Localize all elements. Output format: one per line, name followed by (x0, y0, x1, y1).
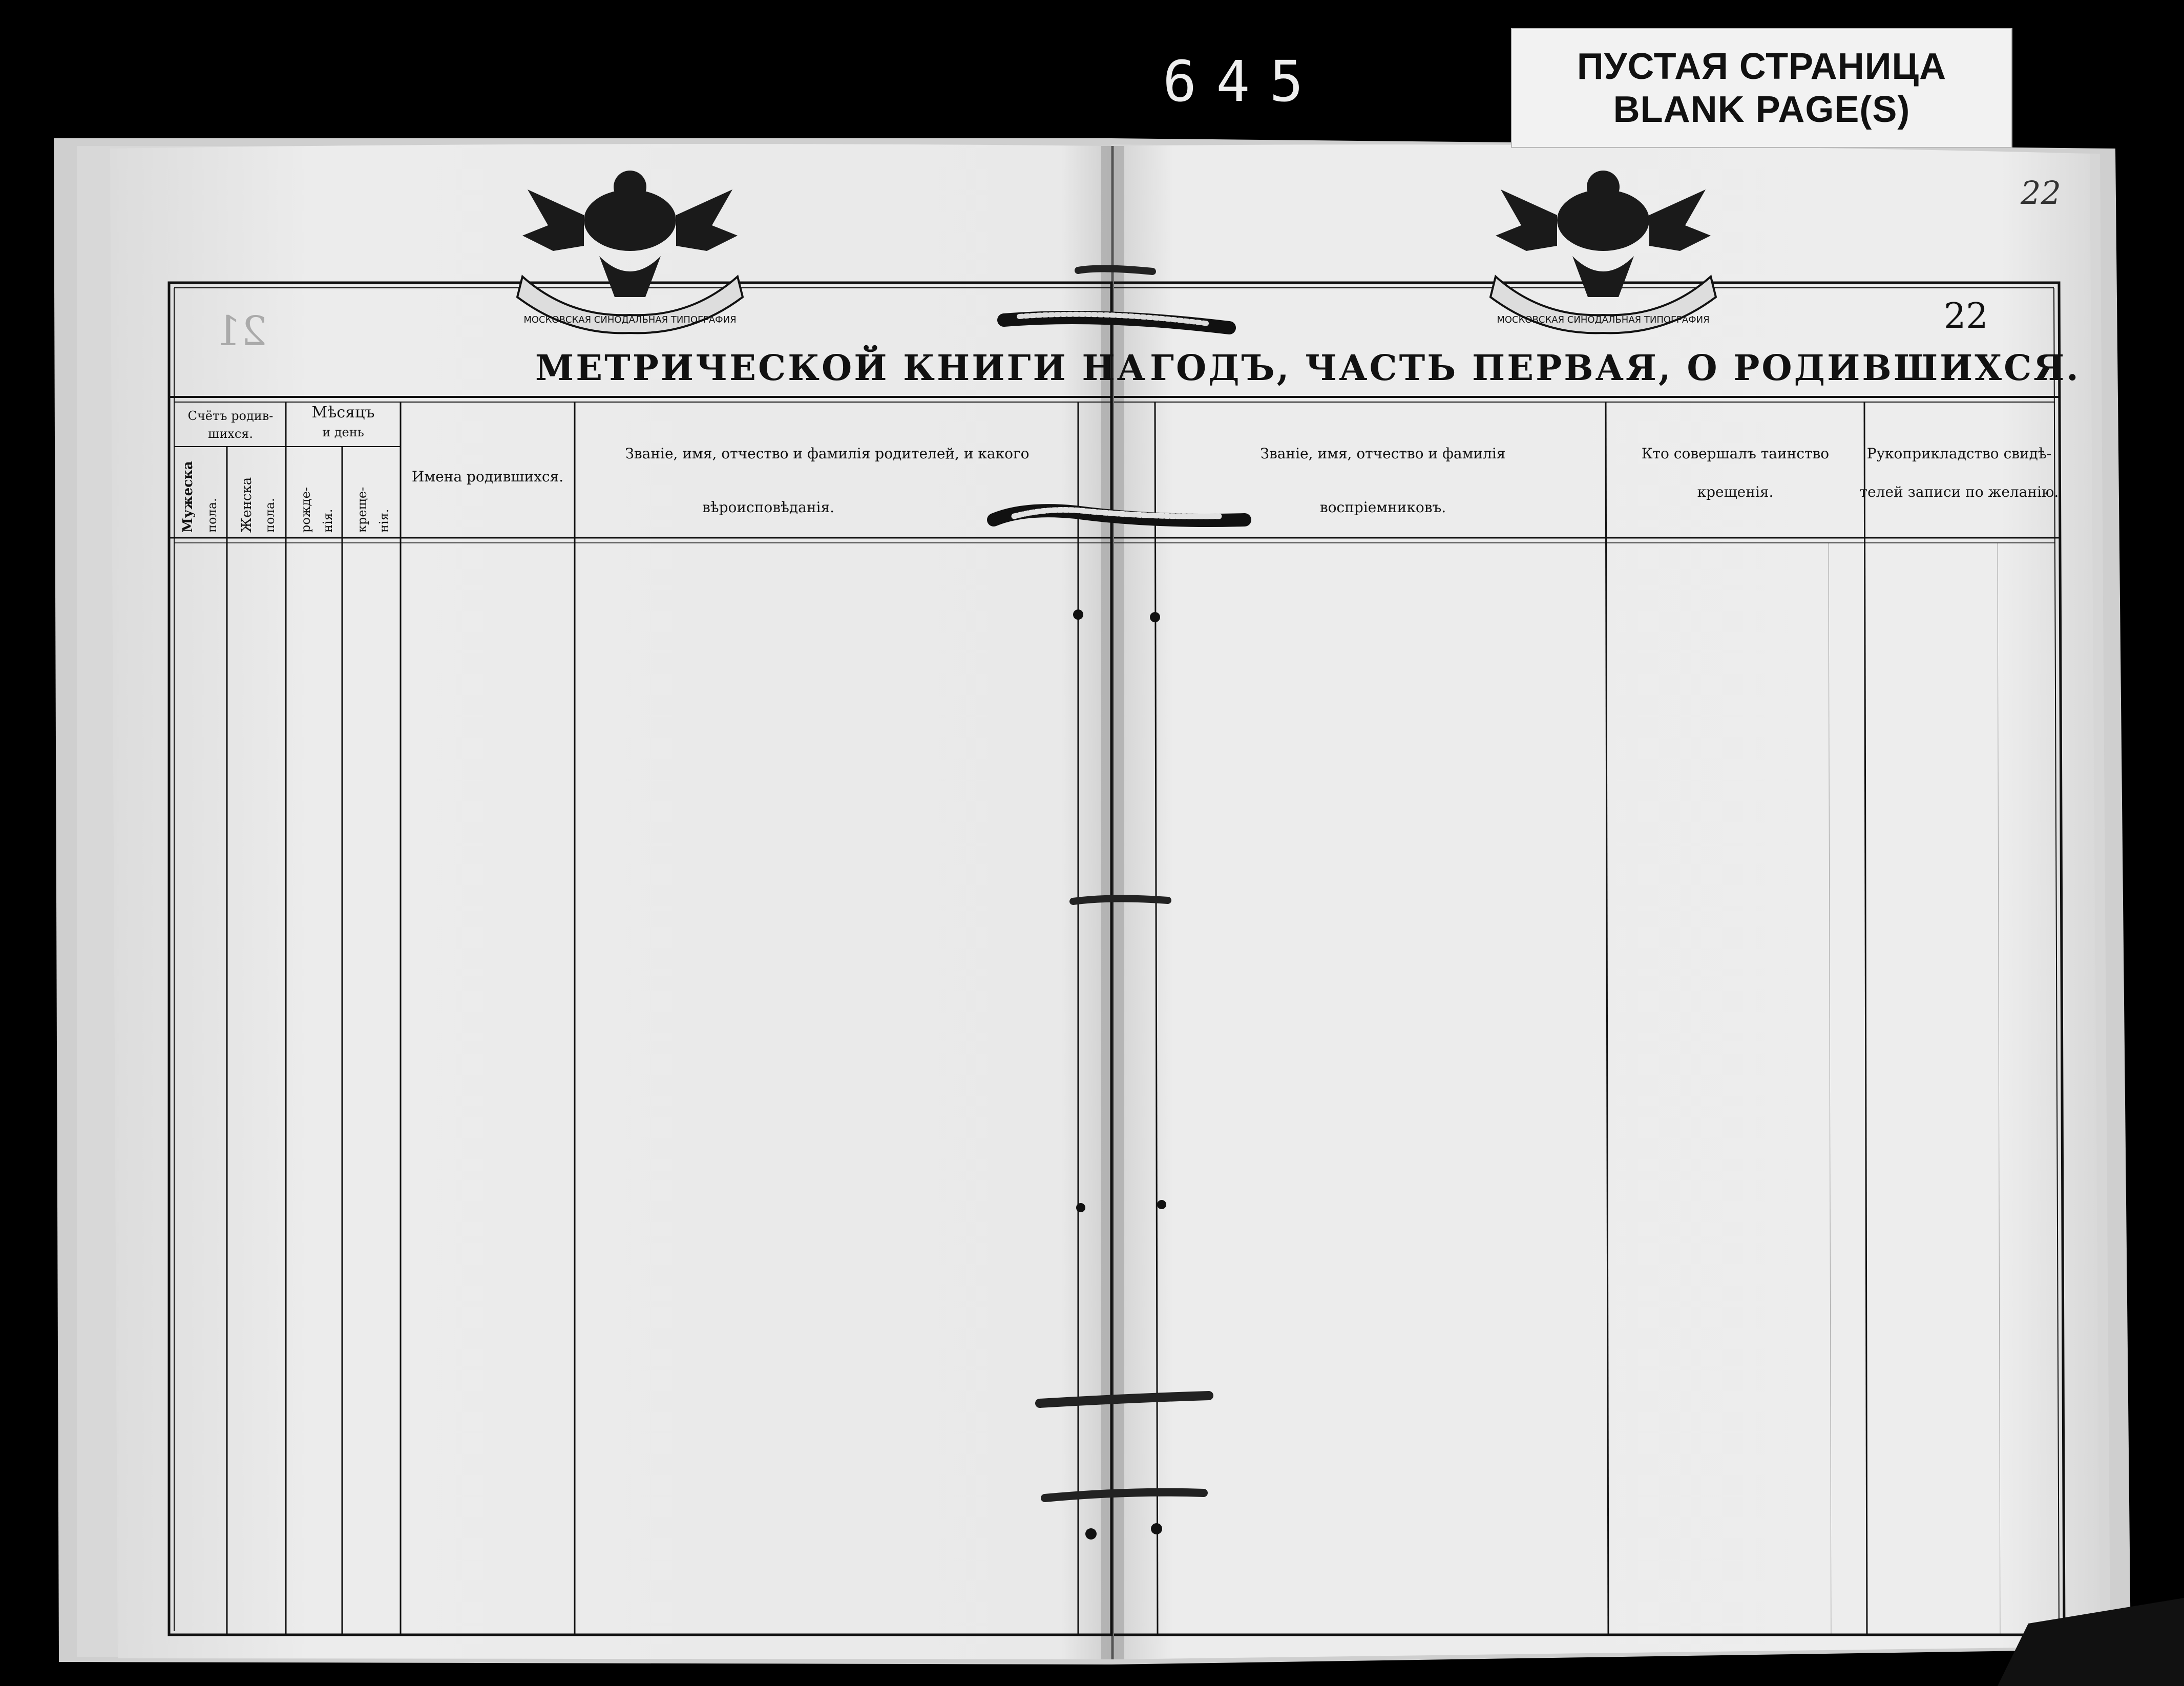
hdr-parents: Званіе, имя, отчество и фамилія родителей, и какого (625, 445, 1030, 462)
hdr-female: Женска (239, 477, 255, 533)
archive-sheet-number: 645 (1163, 49, 1323, 114)
hdr-male: Мужеска (180, 461, 196, 533)
hdr-signatures: Рукоприкладство свидѣ- (1866, 445, 2052, 462)
hdr-baptized: креще- (355, 487, 369, 533)
emblem-ribbon-left: МОСКОВСКАЯ СИНОДАЛЬНАЯ ТИПОГРАФИЯ (523, 314, 737, 325)
hdr-parents-2: вѣроисповѣданія. (702, 499, 835, 516)
ghost-page-number: 21 (215, 307, 267, 355)
blank-page-sticker (1511, 28, 2012, 148)
right-title: ГОДЪ, ЧАСТЬ ПЕРВАЯ, О РОДИВШИХСЯ. (1150, 348, 2081, 389)
left-title: МЕТРИЧЕСКОЙ КНИГИ НА (535, 348, 1147, 389)
hdr-month-day: Мѣсяцъ (311, 404, 375, 422)
hdr-month-day-2: и день (322, 425, 364, 439)
hdr-performed-by: Кто совершалъ таинство (1641, 445, 1830, 462)
hdr-birth-count: Счётъ родив- (187, 409, 274, 423)
sticker-line-en: BLANK PAGE(S) (1613, 89, 1910, 130)
hdr-male-2: пола. (205, 498, 219, 533)
hdr-names: Имена родившихся. (411, 468, 564, 485)
hdr-born-2: нія. (321, 509, 335, 533)
hdr-signatures-2: телей записи по желанію. (1859, 483, 2059, 500)
hdr-birth-count-2: шихся. (207, 427, 254, 441)
hdr-female-2: пола. (263, 498, 277, 533)
hdr-baptized-2: нія. (377, 509, 391, 533)
printed-page-number: 22 (1944, 296, 1988, 336)
emblem-ribbon-right: МОСКОВСКАЯ СИНОДАЛЬНАЯ ТИПОГРАФИЯ (1497, 314, 1710, 325)
sticker-line-ru: ПУСТАЯ СТРАНИЦА (1577, 46, 1947, 87)
hdr-godparents-2: воспріемниковъ. (1319, 499, 1446, 516)
hdr-performed-by-2: крещенія. (1697, 483, 1774, 500)
hdr-born: рожде- (299, 487, 313, 533)
folio-number: 22 (2021, 174, 2061, 212)
hdr-godparents: Званіе, имя, отчество и фамилія (1260, 445, 1506, 462)
